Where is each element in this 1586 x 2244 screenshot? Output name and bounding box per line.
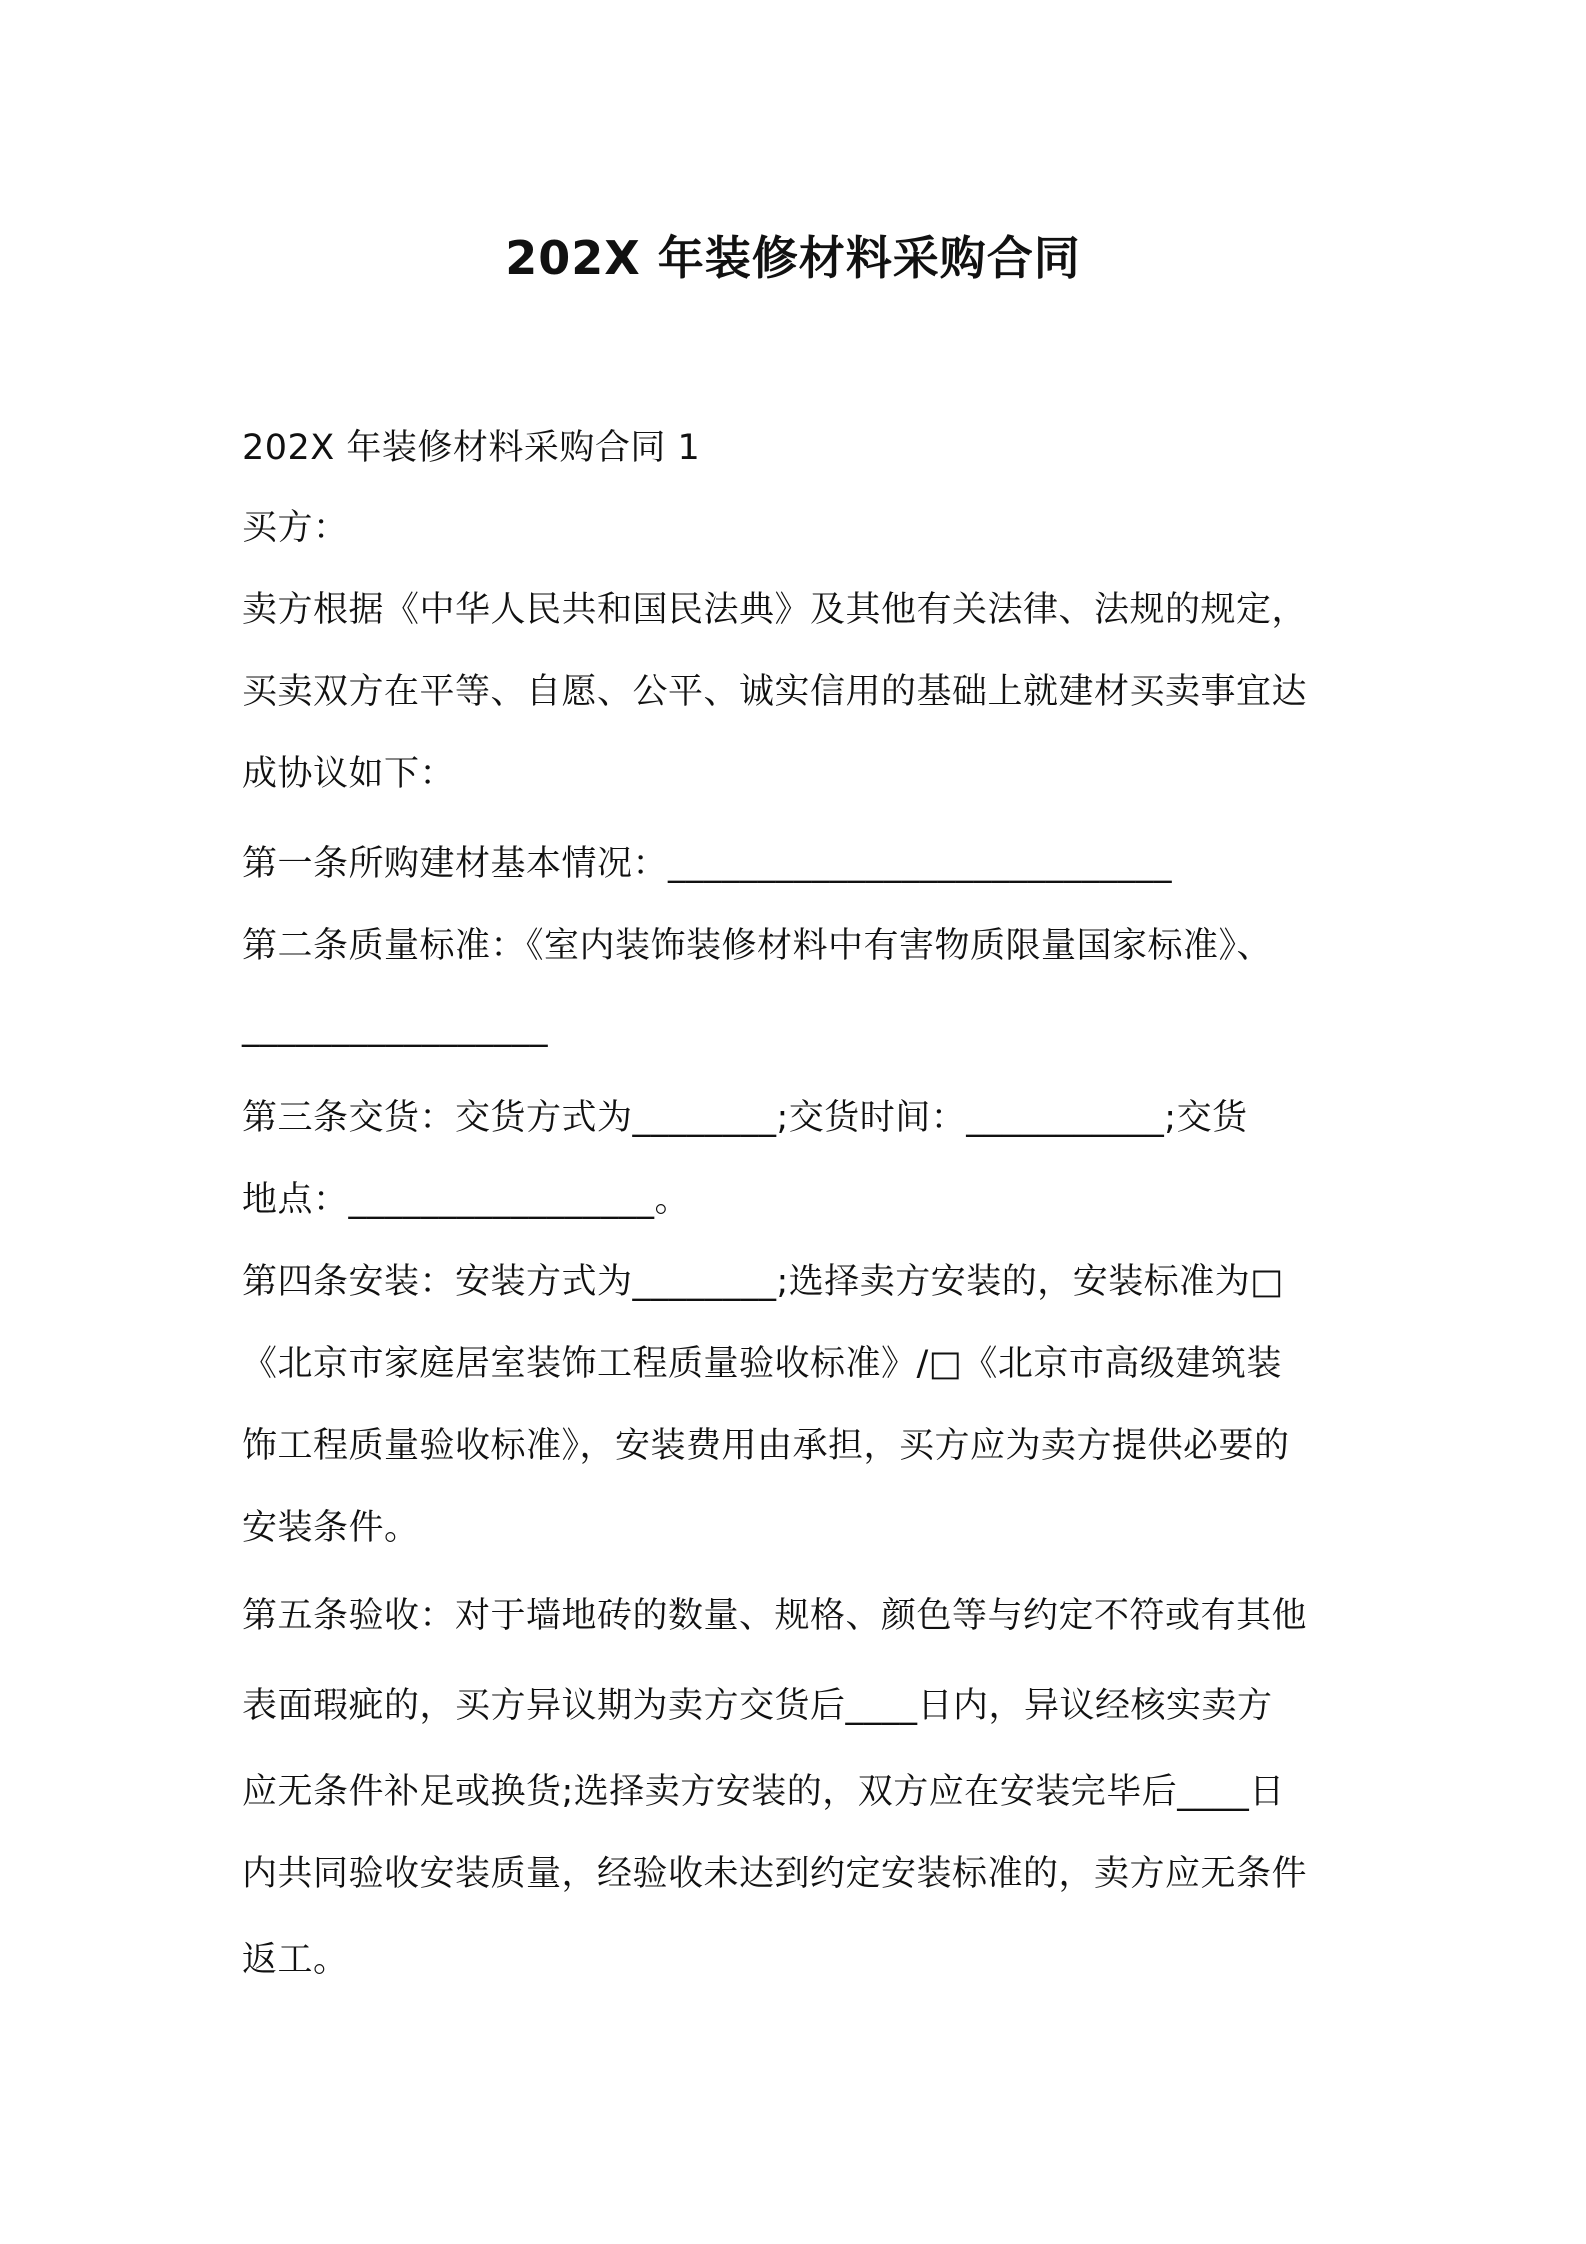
article-2-line-1: 第二条质量标准：《室内装饰装修材料中有害物质限量国家标准》、 bbox=[242, 926, 1273, 966]
document-title: 202X 年装修材料采购合同 bbox=[505, 231, 1081, 285]
article-5-line-1: 第五条验收：对于墙地砖的数量、规格、颜色等与约定不符或有其他 bbox=[242, 1596, 1308, 1636]
article-3-line-2: 地点：_________________。 bbox=[242, 1180, 691, 1220]
article-5-line-2: 表面瑕疵的，买方异议期为卖方交货后____日内，异议经核实卖方 bbox=[242, 1686, 1273, 1726]
buyer-line: 买方： bbox=[242, 508, 349, 548]
preamble-line-2: 买卖双方在平等、自愿、公平、诚实信用的基础上就建材买卖事宜达 bbox=[242, 672, 1308, 712]
article-4-line-3: 饰工程质量验收标准》，安装费用由承担，买方应为卖方提供必要的 bbox=[242, 1426, 1290, 1466]
article-1: 第一条所购建材基本情况：____________________________ bbox=[242, 844, 1173, 884]
article-2-line-2: _________________ bbox=[242, 1008, 548, 1048]
article-4-line-4: 安装条件。 bbox=[242, 1508, 420, 1548]
article-4-line-2: 《北京市家庭居室装饰工程质量验收标准》/□《北京市高级建筑装 bbox=[242, 1344, 1282, 1384]
contract-heading: 202X 年装修材料采购合同 1 bbox=[242, 428, 701, 468]
article-5-line-3: 应无条件补足或换货;选择卖方安装的，双方应在安装完毕后____日 bbox=[242, 1772, 1285, 1812]
article-3-line-1: 第三条交货：交货方式为________;交货时间：___________;交货 bbox=[242, 1098, 1248, 1138]
preamble-line-1: 卖方根据《中华人民共和国民法典》及其他有关法律、法规的规定， bbox=[242, 590, 1308, 630]
article-4-line-1: 第四条安装：安装方式为________;选择卖方安装的，安装标准为□ bbox=[242, 1262, 1284, 1302]
article-5-line-4: 内共同验收安装质量，经验收未达到约定安装标准的，卖方应无条件 bbox=[242, 1854, 1308, 1894]
preamble-line-3: 成协议如下： bbox=[242, 754, 456, 794]
article-5-line-5: 返工。 bbox=[242, 1940, 349, 1980]
